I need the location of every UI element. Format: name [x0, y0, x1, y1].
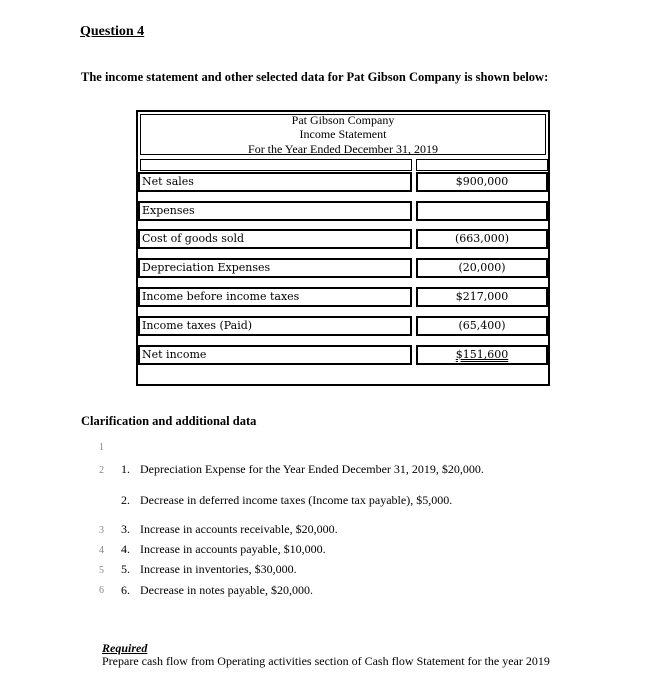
row-value-expenses [416, 201, 548, 221]
list-item [121, 542, 326, 557]
row-label-income-before-taxes: Income before income taxes [138, 287, 412, 307]
row-value-income-taxes: (65,400) [416, 316, 548, 336]
list-item-text: Depreciation Expense for the Year Ended December 31, 2019, $20,000. [140, 462, 484, 476]
spacer-cell-right [416, 159, 548, 171]
list-marker: 3 [99, 525, 104, 536]
intro-text: The income statement and other selected data for Pat Gibson Company is shown below: [81, 70, 549, 84]
list-item-text: Decrease in deferred income taxes (Income tax payable), $5,000. [140, 493, 453, 507]
statement-period: For the Year Ended December 31, 2019 [248, 142, 438, 156]
question-title: Question 4 [80, 24, 145, 39]
list-marker: 5 [99, 565, 104, 576]
list-item [121, 522, 338, 537]
list-item-number: 2. [121, 493, 130, 507]
list-item-text: Increase in accounts payable, $10,000. [140, 542, 326, 556]
row-label-expenses: Expenses [138, 201, 412, 221]
spacer-cell-left [140, 159, 412, 171]
list-item-number: 1. [121, 462, 130, 476]
list-item-text: Increase in accounts receivable, $20,000. [140, 522, 338, 536]
list-item-number: 5. [121, 562, 130, 576]
list-marker: 1 [99, 442, 104, 453]
required-heading: Required [102, 641, 148, 655]
row-value-income-before-taxes: $217,000 [416, 287, 548, 307]
list-item [121, 583, 313, 598]
row-value-depreciation: (20,000) [416, 258, 548, 278]
row-label-income-taxes: Income taxes (Paid) [138, 316, 412, 336]
list-item-number: 4. [121, 542, 130, 556]
row-value-net-sales: $900,000 [416, 172, 548, 192]
list-item-text: Decrease in notes payable, $20,000. [140, 583, 313, 597]
net-income-amount: $151,600 [455, 348, 509, 361]
statement-title: Income Statement [299, 127, 387, 141]
list-item [121, 562, 297, 577]
company-name: Pat Gibson Company [291, 113, 395, 127]
list-item [121, 462, 484, 477]
list-item-text: Increase in inventories, $30,000. [140, 562, 297, 576]
list-marker: 4 [99, 545, 104, 556]
row-label-net-sales: Net sales [138, 172, 412, 192]
list-item-number: 3. [121, 522, 130, 536]
clarification-heading: Clarification and additional data [81, 414, 257, 428]
list-item-number: 6. [121, 583, 130, 597]
row-label-cogs: Cost of goods sold [138, 229, 412, 249]
row-value-cogs: (663,000) [416, 229, 548, 249]
list-marker: 2 [99, 465, 104, 476]
required-text: Prepare cash flow from Operating activities section of Cash flow Statement for the year 2019 [102, 654, 550, 668]
row-value-net-income [416, 345, 548, 365]
row-label-depreciation: Depreciation Expenses [138, 258, 412, 278]
list-marker: 6 [99, 585, 104, 596]
row-label-net-income: Net income [138, 345, 412, 365]
list-item [121, 493, 452, 508]
